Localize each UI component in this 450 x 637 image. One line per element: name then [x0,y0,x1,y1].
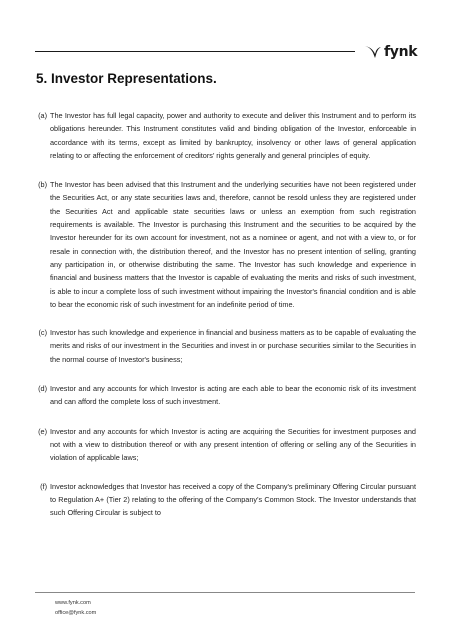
brand-name: fynk [384,44,418,60]
clause-text: Investor has such knowledge and experience in financial and business matters as to be capable of evaluating the merits and risks of our investment in the Securities and invest in or purchase securities similar to the Securities in the normal course of Investor's business; [50,328,416,364]
clause-text: Investor and any accounts for which Investor is acting are each able to bear the economic risk of its investment and can afford the complete loss of such investment. [50,384,416,407]
clause-text: Investor and any accounts for which Investor is acting are acquiring the Securities for investment purposes and not with a view to distribution thereof or with any present intention of offering or selling any of the Securities in violation of applicable laws; [50,426,416,463]
clause-letter: (c) [38,328,47,338]
clause-letter: (d) [38,384,47,394]
footer-contact [55,598,96,618]
header-divider [35,51,355,52]
section-title: 5. Investor Representations. [36,71,217,86]
clause-f [34,480,416,520]
brand-logo [364,43,417,61]
clause-b [34,178,416,311]
clause-d [34,382,416,409]
clause-letter: (f) [40,481,47,491]
clause-text: Investor acknowledges that Investor has received a copy of the Company's preliminary Offering Circular pursuant to Regulation A+ (Tier 2) relating to the offering of the Company's Common Stock. The Investor understands that such Offering Circular is subject to [50,481,416,518]
clause-letter: (a) [38,111,47,120]
footer-email: office@fynk.com [55,610,97,616]
clause-text: The Investor has full legal capacity, power and authority to execute and deliver this Instrument and to perform its obligations hereunder. This Instrument constitutes valid and binding obligation of the Investor, enforceable in accordance with its terms, except as limited by bankruptcy, insolvency or other laws of general application relating to or affecting the enforcement of creditors’ rights generally and general principles of equity. [50,111,416,160]
clause-a [34,109,416,162]
footer-website: www.fynk.com [55,600,91,606]
clause-e [34,425,416,465]
clause-letter: (b) [38,180,47,190]
clause-list [34,109,416,520]
footer-divider [35,592,415,593]
clause-c [34,326,416,366]
fynk-swoosh-icon [364,44,382,60]
clause-letter: (e) [38,426,47,436]
clause-text: The Investor has been advised that this Instrument and the underlying securities have not been registered under the Securities Act, or any state securities laws and, therefore, cannot be resold unless they are registered under the Securities Act and applicable state securities laws or unless an exemption from such registration requirements is available. The Investor is purchasing this Instrument and the securities to be acquired by the Investor hereunder for its own account for investment, not as a nominee or agent, and not with a view to, or for resale in connection with, the distribution thereof, and the Investor has no present intention of selling, granting any participation in, or otherwise distributing the same. The Investor has such knowledge and experience in financial and business matters that the Investor is capable of evaluating the merits and risks of such investment, is able to incur a complete loss of such investment without impairing the Investor's financial condition and is able to bear the economic risk of such investment for an indefinite period of time. [50,180,416,309]
